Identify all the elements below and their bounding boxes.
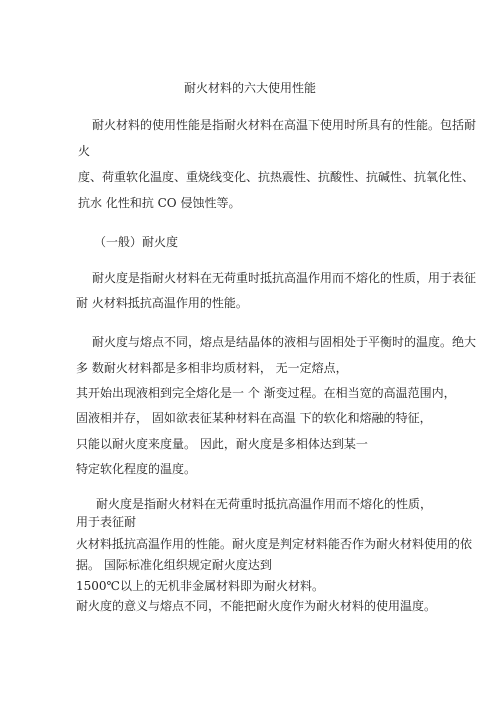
paragraph-line: 耐火度的意义与熔点不同，不能把耐火度作为耐火材料的使用温度。: [76, 599, 437, 613]
paragraph-line: 耐火材料的使用性能是指耐火材料在高温下使用时所具有的性能。包括耐: [92, 118, 477, 132]
paragraph-line: 多 数耐火材料都是多相非均质材料， 无一定熔点，: [76, 361, 348, 375]
section-heading: （一般）耐火度: [94, 235, 179, 249]
paragraph-line: 火材料抵抗高温作用的性能。耐火度是判定材料能否作为耐火材料使用的依: [76, 537, 473, 551]
paragraph-line: 据。 国际标准化组织规定耐火度达到: [76, 558, 272, 572]
paragraph-line: 抗水 化性和抗 CO 侵蚀性等。: [78, 196, 241, 210]
paragraph-line: 耐火度是指耐火材料在无荷重时抵抗高温作用而不熔化的性质，: [96, 497, 433, 511]
paragraph-line: 度、荷重软化温度、重烧线变化、抗热震性、抗酸性、抗碱性、抗氧化性、: [78, 170, 475, 184]
paragraph-line: 只能以耐火度来度量。 因此，耐火度是多相体达到某一: [76, 437, 368, 451]
paragraph-line: 其开始出现液相到完全熔化是一 个 渐变过程。在相当宽的高温范围内，: [76, 386, 456, 400]
paragraph-line: 用于表征耐: [76, 515, 137, 529]
paragraph-line: 固液相并存， 固如欲表征某种材料在高温 下的软化和熔融的特征，: [76, 411, 432, 425]
paragraph-line: 耐 火材料抵抗高温作用的性能。: [76, 296, 248, 310]
paragraph-line: 1500℃以上的无机非金属材料即为耐火材料。: [76, 579, 324, 593]
paragraph-line: 耐火度是指耐火材料在无荷重时抵抗高温作用而不熔化的性质，用于表征: [92, 271, 477, 285]
document-title: 耐火材料的六大使用性能: [183, 81, 316, 95]
paragraph-line: 特定软化程度的温度。: [76, 462, 197, 476]
paragraph-line: 耐火度与熔点不同，熔点是结晶体的液相与固相处于平衡时的温度。绝大: [92, 335, 477, 349]
paragraph-line: 火: [78, 144, 91, 158]
